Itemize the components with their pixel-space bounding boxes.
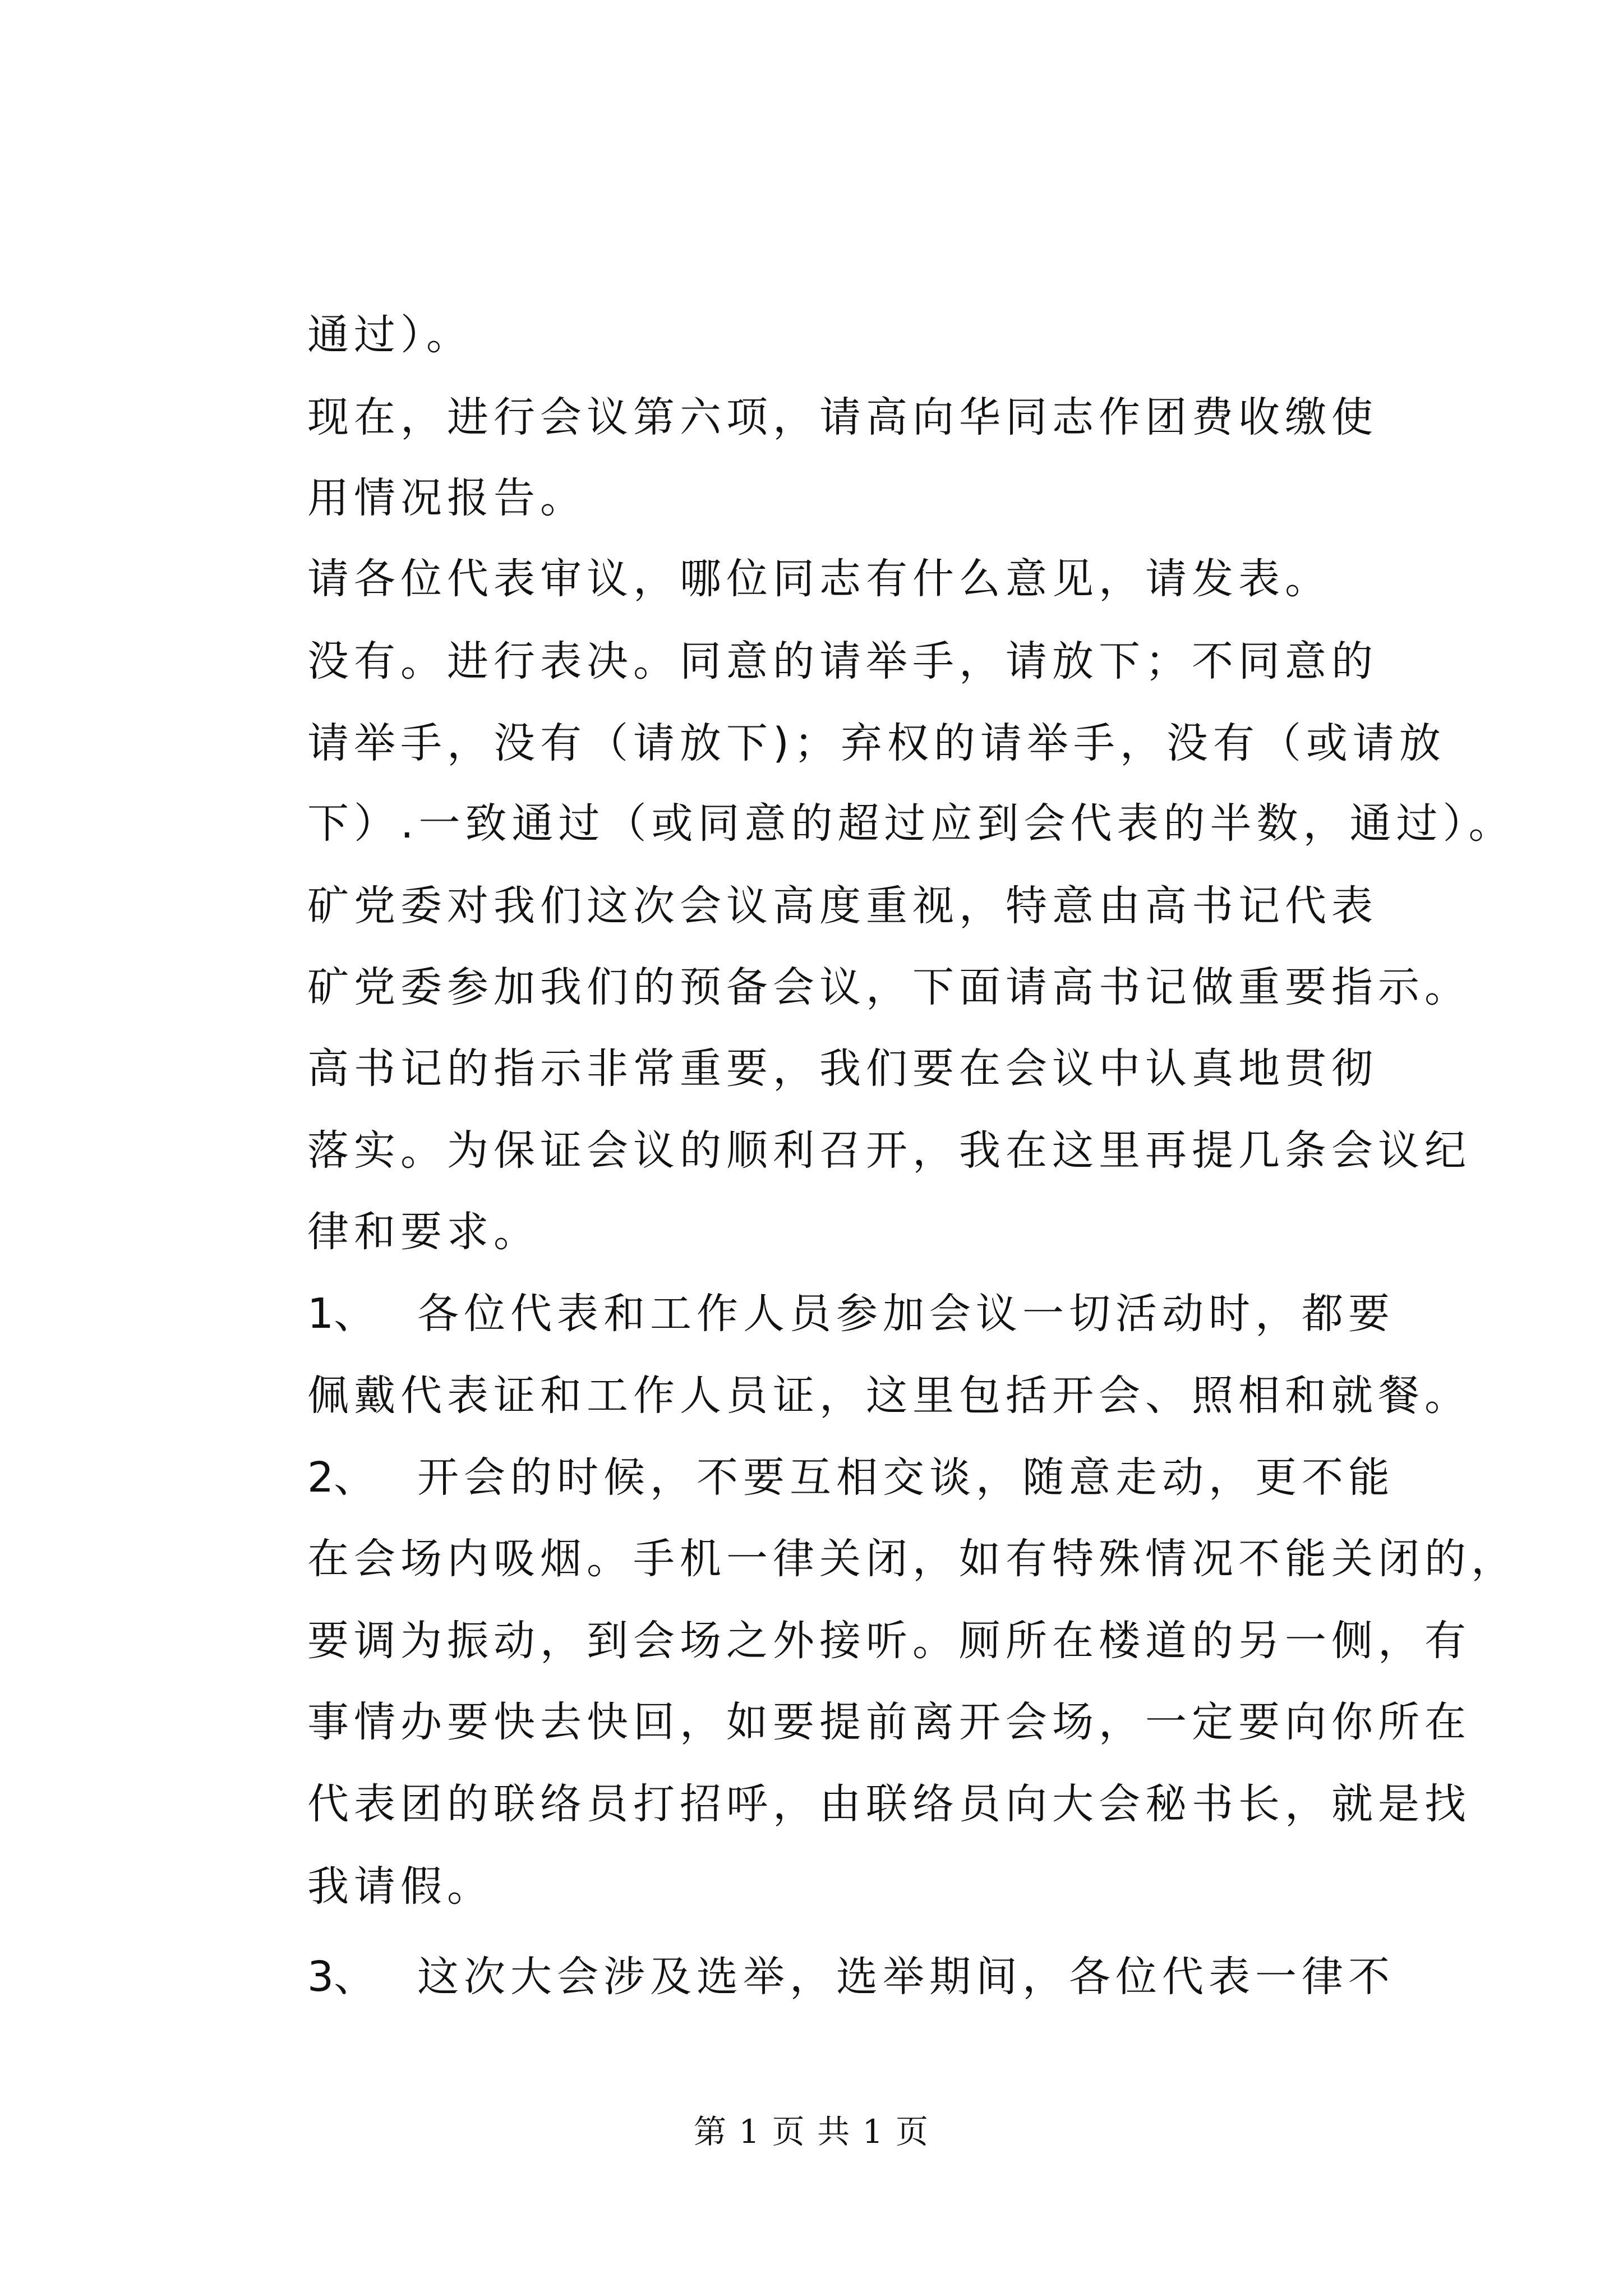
text-line-3: 用情况报告。: [307, 474, 587, 522]
text-line-20: 我请假。: [307, 1862, 494, 1911]
text-line-11: 落实。为保证会议的顺利召开，我在这里再提几条会议纪: [307, 1126, 1471, 1175]
text-line-4: 请各位代表审议，哪位同志有什么意见，请发表。: [307, 555, 1331, 603]
numbered-item-1: [307, 1286, 1395, 1342]
text-line-2: 现在，进行会议第六项，请高向华同志作团费收缴使: [307, 393, 1378, 441]
text-line-7: 下）.一致通过（或同意的超过应到会代表的半数，通过）。: [307, 799, 1515, 848]
item-1-number: 1、: [307, 1290, 376, 1338]
item-2-number: 2、: [307, 1453, 376, 1502]
item-1-text: 各位代表和工作人员参加会议一切活动时，都要: [417, 1290, 1395, 1338]
text-line-18: 事情办要快去快回，如要提前离开会场，一定要向你所在: [307, 1698, 1471, 1746]
text-line-19: 代表团的联络员打招呼，由联络员向大会秘书长，就是找: [307, 1780, 1471, 1828]
text-line-16: 在会场内吸烟。手机一律关闭，如有特殊情况不能关闭的，: [307, 1535, 1518, 1583]
text-line-17: 要调为振动，到会场之外接听。厕所在楼道的另一侧，有: [307, 1617, 1471, 1665]
page-footer: 第 1 页 共 1 页: [694, 2113, 929, 2151]
text-line-10: 高书记的指示非常重要，我们要在会议中认真地贯彻: [307, 1045, 1378, 1093]
text-line-6: 请举手，没有（请放下)；弃权的请举手，没有（或请放: [307, 719, 1446, 767]
item-3-text: 这次大会涉及选举，选举期间，各位代表一律不: [417, 1953, 1395, 2001]
text-line-12: 律和要求。: [307, 1208, 540, 1256]
item-3-number: 3、: [307, 1953, 376, 2001]
numbered-item-3: [307, 1949, 1395, 2005]
text-line-8: 矿党委对我们这次会议高度重视，特意由高书记代表: [307, 882, 1378, 930]
text-line-1: 通过）。: [307, 311, 473, 359]
text-line-5: 没有。进行表决。同意的请举手，请放下；不同意的: [307, 637, 1378, 685]
item-2-text: 开会的时候，不要互相交谈，随意走动，更不能: [417, 1453, 1395, 1502]
text-line-9: 矿党委参加我们的预备会议，下面请高书记做重要指示。: [307, 963, 1471, 1011]
text-line-14: 佩戴代表证和工作人员证，这里包括开会、照相和就餐。: [307, 1372, 1471, 1420]
numbered-item-2: [307, 1450, 1395, 1506]
